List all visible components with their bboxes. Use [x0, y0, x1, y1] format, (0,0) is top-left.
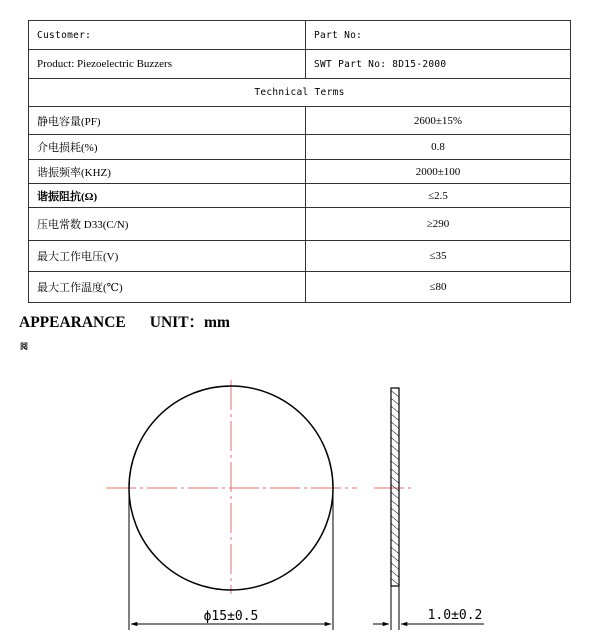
spec-name: 最大工作温度(℃) [29, 272, 306, 303]
swt-part-no: SWT Part No: 8D15-2000 [306, 50, 571, 79]
spec-name: 介电损耗(%) [29, 135, 306, 160]
customer-label: Customer: [29, 21, 306, 50]
spec-name: 最大工作电压(V) [29, 241, 306, 272]
centerlines [106, 380, 414, 594]
diameter-label: ϕ15±0.5 [203, 609, 259, 624]
spec-value: ≤80 [306, 272, 571, 303]
product-label: Product: Piezoelectric Buzzers [29, 50, 306, 79]
technical-terms-title: Technical Terms [29, 79, 571, 107]
appearance-title: APPEARANCE [19, 314, 126, 331]
unit-label: UNIT：mm [149, 314, 230, 331]
spec-value: ≥290 [306, 208, 571, 241]
spec-value: ≤35 [306, 241, 571, 272]
spec-name: 谐振阻抗(Ω) [29, 184, 306, 208]
thickness-label: 1.0±0.2 [427, 608, 483, 623]
part-no-label: Part No: [306, 21, 571, 50]
document-mark: 阅 [20, 342, 28, 351]
spec-value: ≤2.5 [306, 184, 571, 208]
spec-name: 压电常数 D33(C/N) [29, 208, 306, 241]
spec-value: 0.8 [306, 135, 571, 160]
spec-name: 静电容量(PF) [29, 107, 306, 135]
spec-value: 2000±100 [306, 160, 571, 184]
disc-side-view [391, 388, 399, 586]
spec-value: 2600±15% [306, 107, 571, 135]
spec-name: 谐振频率(KHZ) [29, 160, 306, 184]
